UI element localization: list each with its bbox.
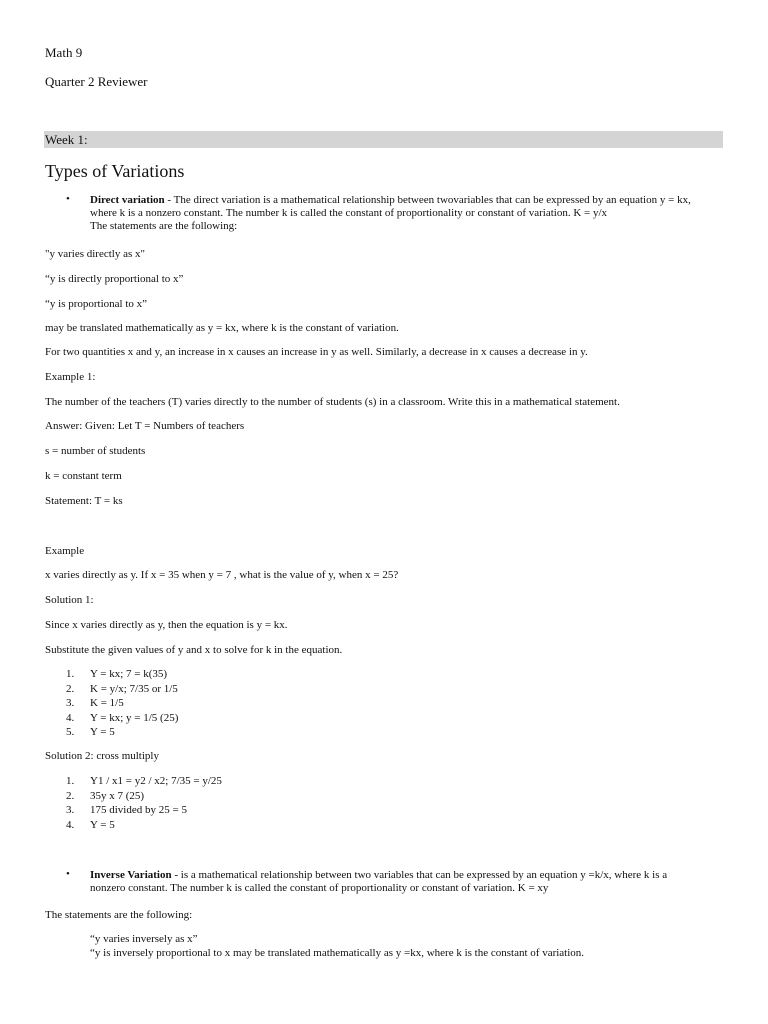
course-title: Math 9	[45, 45, 83, 60]
example-problem: x varies directly as y. If x = 35 when y = 7 , what is the value of y, when x = 25?	[45, 569, 399, 581]
list-item: 2. 35y x 7 (25)	[66, 789, 145, 802]
direct-variation-definition	[90, 194, 720, 233]
solution-label: Solution 1:	[45, 594, 94, 606]
direct-statements-intro: The statements are the following:	[90, 220, 238, 232]
list-item: 5. Y = 5	[66, 726, 115, 738]
direct-definition-text: - The direct variation is a mathematical relationship between twovariables that can be expressed by an equation y = kx,	[164, 194, 691, 206]
list-item: 4. Y = kx; y = 1/5 (25)	[66, 711, 179, 724]
solution-text: Substitute the given values of y and x to solve for k in the equation.	[45, 644, 343, 656]
list-item: 2. K = y/x; 7/35 or 1/5	[66, 682, 178, 695]
answer-line: Statement: T = ks	[45, 495, 123, 507]
reviewer-subtitle: Quarter 2 Reviewer	[45, 74, 148, 89]
statement-line: “y is directly proportional to x”	[45, 273, 184, 285]
solution1-steps	[66, 667, 178, 740]
bullet-direct: •	[66, 193, 70, 205]
answer-line: k = constant term	[45, 470, 122, 482]
list-item: 1. Y = kx; 7 = k(35)	[66, 668, 168, 680]
answer-line: s = number of students	[45, 445, 146, 457]
week-label: Week 1:	[45, 132, 88, 147]
direct-definition-text-2: where k is a nonzero constant. The number k is called the constant of proportionality or constant of variation. K = y/x	[90, 207, 608, 219]
solution-label: Solution 2: cross multiply	[45, 750, 159, 762]
week-banner	[44, 131, 723, 148]
answer-line: Answer: Given: Let T = Numbers of teachers	[45, 420, 245, 432]
statement-line: “y is proportional to x”	[45, 298, 148, 310]
solution2-steps	[66, 774, 222, 832]
inverse-definition-text: - is a mathematical relationship between two variables that can be expressed by an equation y =k/x, where k is a	[171, 869, 668, 881]
inverse-statement: “y varies inversely as x”	[90, 933, 198, 945]
example-problem: The number of the teachers (T) varies directly to the number of students (s) in a classroom. Write this in a mathematical statement.	[45, 396, 620, 408]
statement-line: may be translated mathematically as y = kx, where k is the constant of variation.	[45, 322, 399, 334]
example-label: Example	[45, 545, 85, 557]
list-item: 4. Y = 5	[66, 818, 115, 831]
section-heading: Types of Variations	[45, 161, 185, 181]
bullet-inverse: •	[66, 868, 70, 880]
statement-line: "y varies directly as x"	[45, 248, 146, 260]
list-item: 1. Y1 / x1 = y2 / x2; 7/35 = y/25	[66, 775, 222, 787]
solution-text: Since x varies directly as y, then the equation is y = kx.	[45, 619, 288, 631]
example-label: Example 1:	[45, 371, 96, 383]
inverse-statement: “y is inversely proportional to x may be translated mathematically as y =kx, where k is the constant of variation.	[90, 947, 585, 959]
inverse-definition-text-2: nonzero constant. The number k is called the constant of proportionality or constant of variation. K = xy	[90, 882, 549, 894]
list-item: 3. K = 1/5	[66, 697, 124, 709]
inverse-variation-definition	[90, 869, 720, 895]
direct-variation-term: Direct variation	[90, 194, 165, 206]
inverse-variation-term: Inverse Variation	[90, 869, 172, 881]
statement-line: For two quantities x and y, an increase in x causes an increase in y as well. Similarly, a decrease in x causes a decrease in y.	[45, 346, 588, 358]
list-item: 3. 175 divided by 25 = 5	[66, 804, 187, 816]
inverse-statements-intro: The statements are the following:	[45, 909, 193, 921]
